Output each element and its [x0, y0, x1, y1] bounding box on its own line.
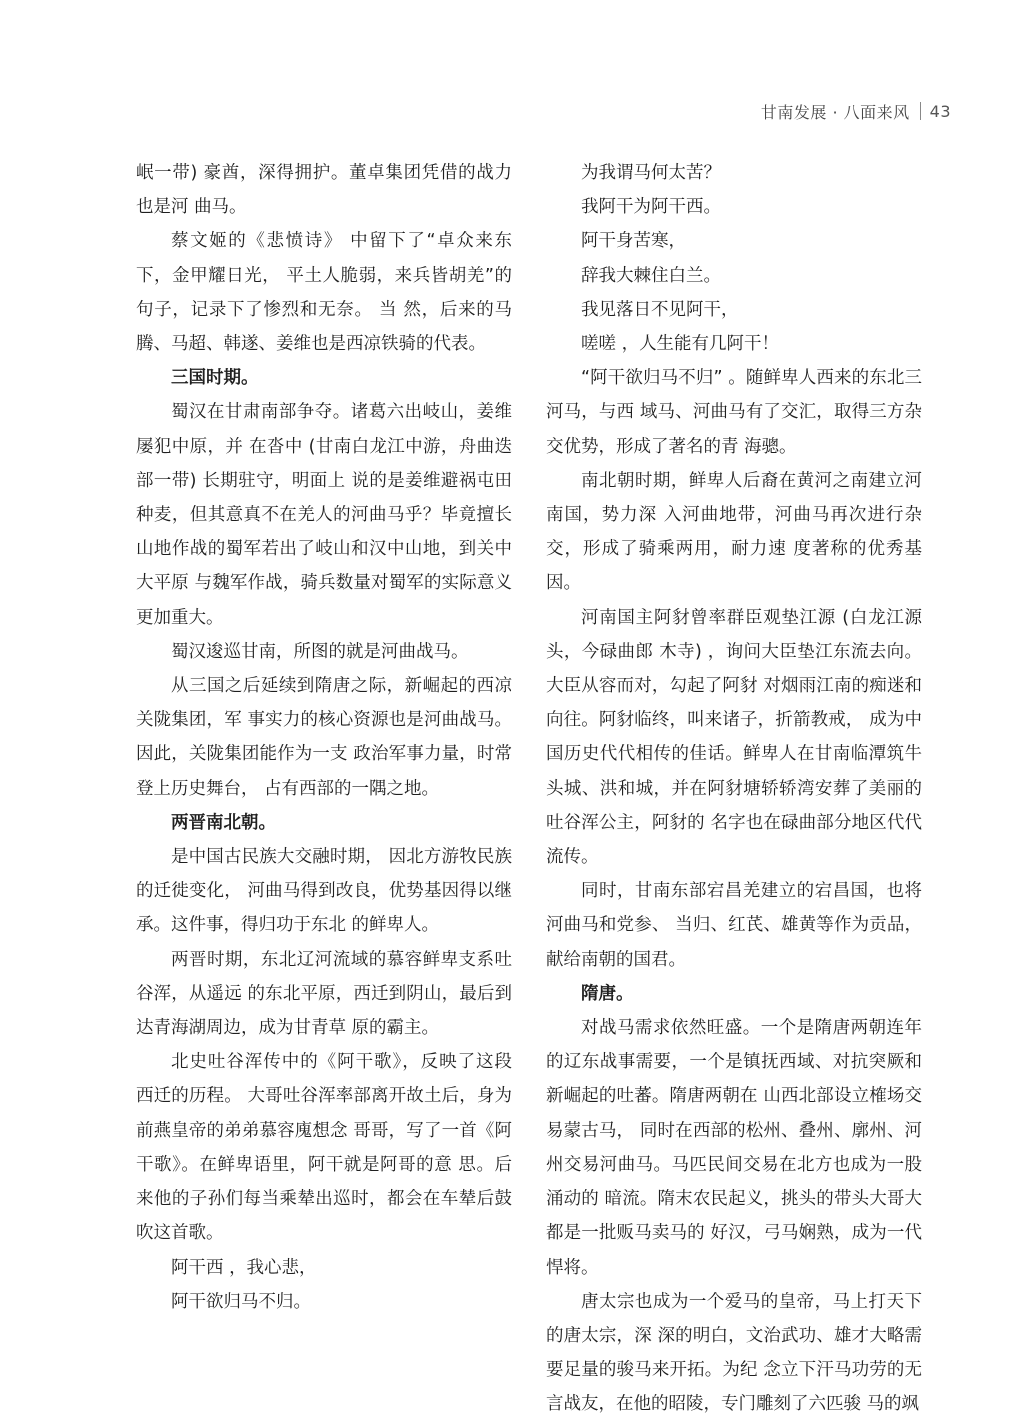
poem-line: 阿干西 ，我心悲， — [171, 1257, 317, 1278]
section-heading: 隋唐。 — [581, 983, 634, 1004]
section-heading: 两晋南北朝。 — [171, 812, 276, 833]
paragraph: 从三国之后延续到隋唐之际，新崛起的西凉关陇集团，军 事实力的核心资源也是河曲战马。因此，关陇集团能作为一支 政治军事力量，时常登上历史舞台， 占有西部的一隅之地。 — [136, 676, 512, 799]
paragraph: 蔡文姬的《悲愤诗》 中留下了“卓众来东下，金甲耀日光， 平土人脆弱，来兵皆胡羌”的句子，记录下了惨烈和无奈。 当 然，后来的马腾、马超、韩遂、姜维也是西凉铁骑的代表。 — [136, 231, 512, 355]
poem-line: 嗟嗟 ，人生能有几阿干！ — [581, 334, 780, 355]
section-heading: 三国时期。 — [171, 368, 259, 389]
running-header — [761, 100, 951, 122]
paragraph: 南北朝时期，鲜卑人后裔在黄河之南建立河南国，势力深 入河曲地带，河曲马再次进行杂交，形成了骑乘两用，耐力速 度著称的优秀基因。 — [546, 470, 922, 594]
paragraph: 河南国主阿豺曾率群臣观垫江源 (白龙江源头，今碌曲郎 木寺) ，询问大臣垫江东流去向。大臣从容而对，勾起了阿豺 对烟雨江南的痴迷和向往。阿豺临终，叫来诸子，折箭教戒， 成为中国历史代代相传的佳话。鲜卑人在甘南临潭筑牛头城、洪和城，并在阿豺塘轿轿湾安葬了美丽的吐谷浑公主，阿豺的 名字也在碌曲部分地区代代流传。 — [546, 607, 922, 868]
poem-line: 为我谓马何太苦？ — [581, 163, 721, 183]
paragraph: 对战马需求依然旺盛。一个是隋唐两朝连年的辽东战事需要，一个是镇抚西域、对抗突厥和新崛起的吐蕃。隋唐两朝在 山西北部设立榷场交易蒙古马， 同时在西部的松州、叠州、廓州、河州交易河曲马。马匹民间交易在北方也成为一股涌动的 暗流。隋末农民起义，挑头的带头大哥大都是一批贩马卖马的 好汉，弓马娴熟，成为一代悍将。 — [546, 1018, 922, 1278]
poem-line: 阿干身苦寒， — [581, 231, 686, 252]
paragraph: 两晋时期，东北辽河流域的慕容鲜卑支系吐谷浑，从遥远 的东北平原，西迁到阴山，最后到达青海湖周边，成为甘青草 原的霸主。 — [136, 949, 512, 1039]
paragraph: 是中国古民族大交融时期， 因北方游牧民族的迁徙变化， 河曲马得到改良，优势基因得以继承。这件事，得归功于东北 的鲜卑人。 — [136, 847, 512, 936]
left-column — [136, 156, 512, 1319]
paragraph: 蜀汉在甘肃南部争夺。诸葛六出岐山，姜维屡犯中原，并 在沓中 (甘南白龙江中游，舟曲迭部一带) 长期驻守，明面上 说的是姜维避祸屯田种麦，但其意真不在羌人的河曲马乎？毕竟擅长山地作战的蜀军若出了岐山和汉中山地，到关中大平原 与魏军作战，骑兵数量对蜀军的实际意义更加重大。 — [136, 402, 512, 628]
header-divider — [920, 102, 921, 120]
page-number: 43 — [929, 101, 951, 121]
poem-line: 我见落日不见阿干， — [581, 299, 739, 320]
paragraph: 唐太宗也成为一个爱马的皇帝，马上打天下的唐太宗，深 深的明白，文治武功、雄才大略需要足量的骏马来开拓。为纪 念立下汗马功劳的无言战友，在他的昭陵，专门雕刻了六匹骏 马的飒 — [546, 1291, 922, 1415]
poem-line: 辞我大棘住白兰。 — [581, 265, 721, 286]
paragraph: “阿干欲归马不归” 。随鲜卑人西来的东北三河马，与西 域马、河曲马有了交汇，取得三方杂交优势，形成了著名的青 海骢。 — [546, 368, 922, 457]
paragraph: 同时，甘南东部宕昌羌建立的宕昌国，也将河曲马和党参、 当归、红芪、雄黄等作为贡品，献给南朝的国君。 — [546, 881, 922, 970]
header-title: 甘南发展 · 八面来风 — [760, 102, 910, 122]
continued-paragraph: 岷一带) 豪酋，深得拥护。董卓集团凭借的战力也是河 曲马。 — [136, 163, 512, 218]
paragraph: 蜀汉逡巡甘南，所图的就是河曲战马。 — [171, 641, 469, 662]
poem-line: 我阿干为阿干西。 — [581, 197, 721, 218]
poem-line: 阿干欲归马不归。 — [171, 1291, 311, 1312]
paragraph: 北史吐谷浑传中的《阿干歌》，反映了这段西迁的历程。 大哥吐谷浑率部离开故土后，身为前燕皇帝的弟弟慕容廆想念 哥哥，写了一首《阿干歌》。在鲜卑语里，阿干就是阿哥的意 思。后来他的子孙们每当乘辇出巡时，都会在车辇后鼓吹这首歌。 — [136, 1052, 512, 1244]
right-column — [546, 156, 922, 1422]
